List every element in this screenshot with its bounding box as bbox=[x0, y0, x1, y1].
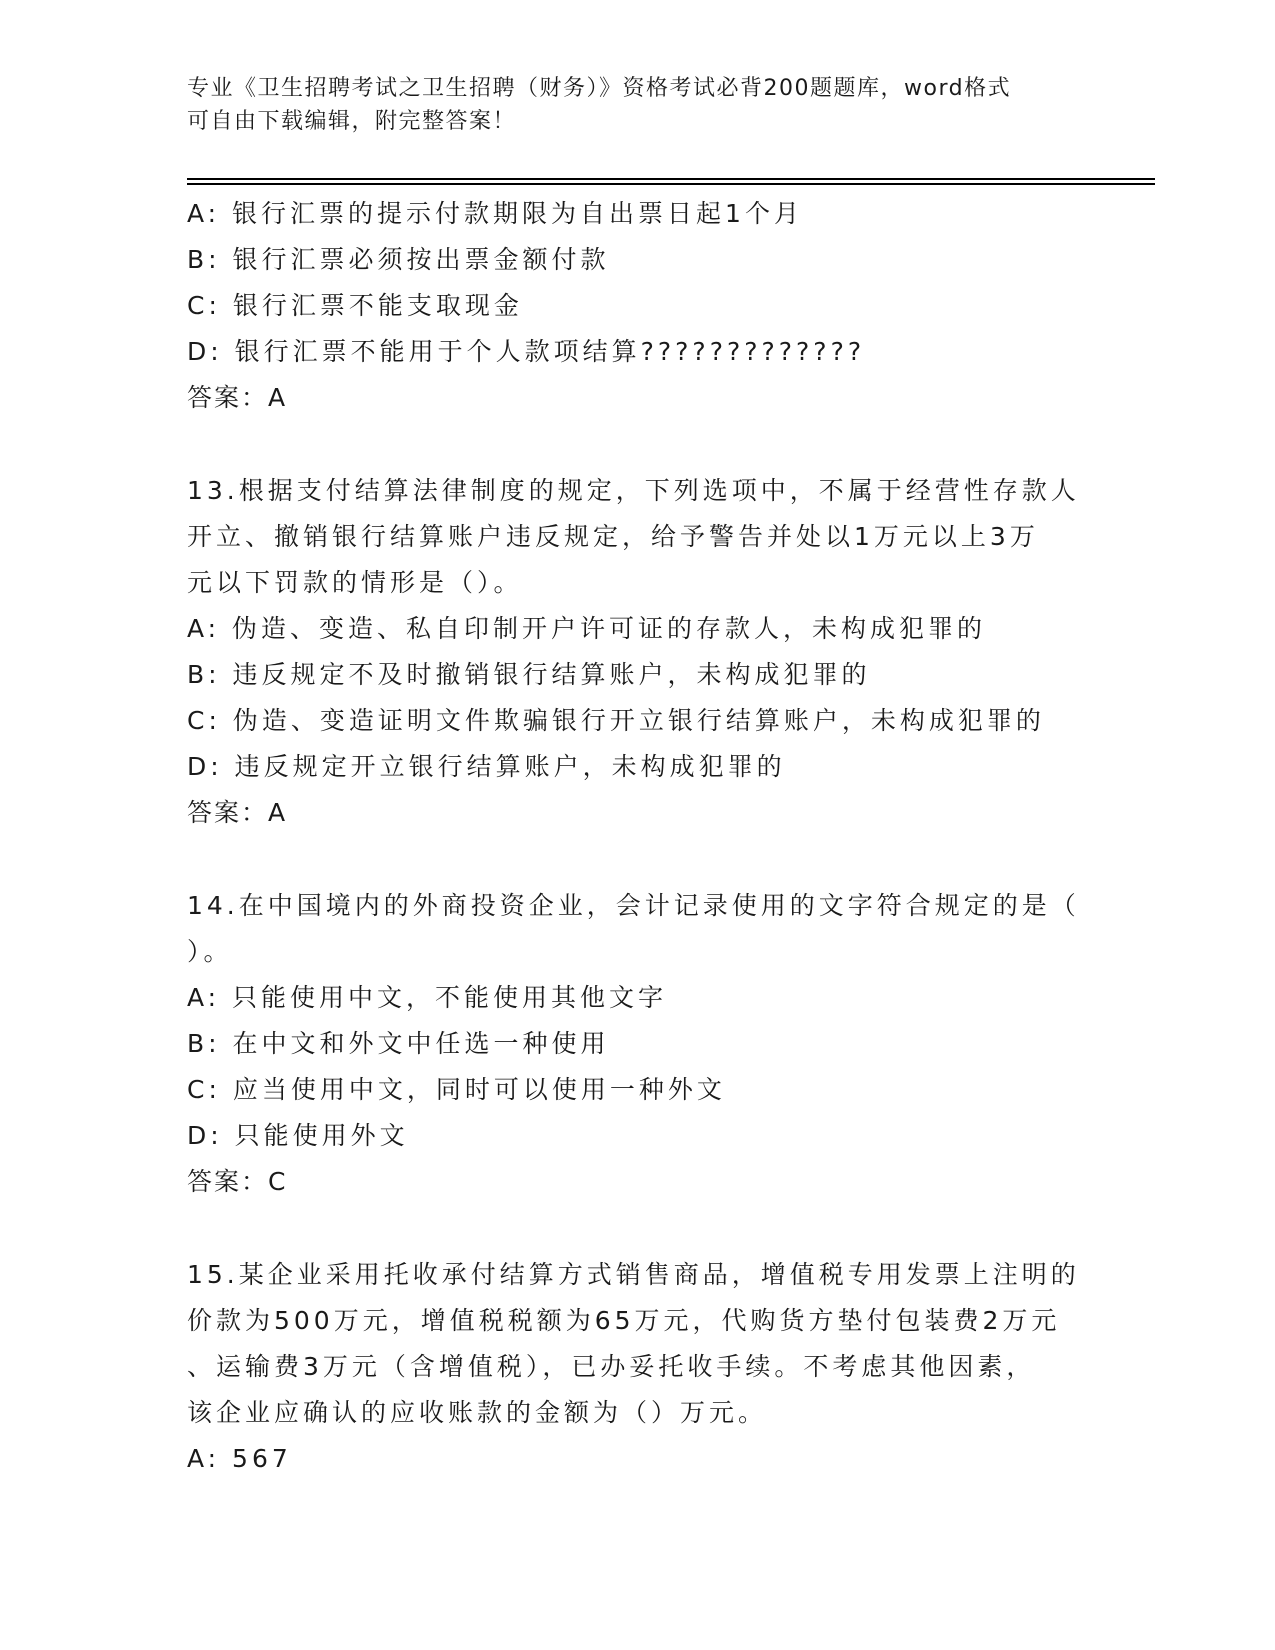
question-12 bbox=[187, 191, 1087, 421]
question-stem-line: ）。 bbox=[187, 937, 233, 966]
header-line-1: 专业《卫生招聘考试之卫生招聘（财务）》资格考试必背200题题库，word格式 bbox=[187, 76, 1012, 101]
spacer bbox=[187, 836, 1087, 883]
option-d: D: 违反规定开立银行结算账户，未构成犯罪的 bbox=[187, 752, 786, 781]
option-d: D: 银行汇票不能用于个人款项结算????????????? bbox=[187, 337, 866, 366]
question-15 bbox=[187, 1252, 1087, 1482]
question-stem-line: 开立、撤销银行结算账户违反规定，给予警告并处以1万元以上3万 bbox=[187, 522, 1039, 551]
answer: 答案：C bbox=[187, 1167, 288, 1196]
question-stem-line: 13.根据支付结算法律制度的规定，下列选项中，不属于经营性存款人 bbox=[187, 476, 1080, 505]
question-stem-line: 元以下罚款的情形是（）。 bbox=[187, 568, 523, 597]
option-a: A: 只能使用中文，不能使用其他文字 bbox=[187, 983, 668, 1012]
spacer bbox=[187, 1205, 1087, 1252]
question-stem-line: 该企业应确认的应收账款的金额为（）万元。 bbox=[187, 1398, 768, 1427]
option-a: A: 银行汇票的提示付款期限为自出票日起1个月 bbox=[187, 199, 803, 228]
document-body bbox=[187, 191, 1087, 1482]
option-b: B: 银行汇票必须按出票金额付款 bbox=[187, 245, 610, 274]
question-stem-line: 、运输费3万元（含增值税），已办妥托收手续。不考虑其他因素， bbox=[187, 1352, 1036, 1381]
option-a: A: 伪造、变造、私自印制开户许可证的存款人，未构成犯罪的 bbox=[187, 614, 987, 643]
header-divider-top bbox=[187, 178, 1155, 180]
option-c: C: 银行汇票不能支取现金 bbox=[187, 291, 523, 320]
header-divider-bottom bbox=[187, 183, 1155, 185]
spacer bbox=[187, 421, 1087, 468]
question-stem-line: 14.在中国境内的外商投资企业，会计记录使用的文字符合规定的是（ bbox=[187, 891, 1080, 920]
question-13 bbox=[187, 468, 1087, 836]
option-b: B: 在中文和外文中任选一种使用 bbox=[187, 1029, 610, 1058]
option-c: C: 伪造、变造证明文件欺骗银行开立银行结算账户，未构成犯罪的 bbox=[187, 706, 1045, 735]
option-d: D: 只能使用外文 bbox=[187, 1121, 409, 1150]
question-stem-line: 15.某企业采用托收承付结算方式销售商品，增值税专用发票上注明的 bbox=[187, 1260, 1080, 1289]
document-header bbox=[187, 72, 1067, 138]
question-14 bbox=[187, 883, 1087, 1205]
option-a: A: 567 bbox=[187, 1444, 292, 1473]
answer: 答案：A bbox=[187, 383, 288, 412]
question-stem-line: 价款为500万元，增值税税额为65万元，代购货方垫付包装费2万元 bbox=[187, 1306, 1061, 1335]
option-b: B: 违反规定不及时撤销银行结算账户，未构成犯罪的 bbox=[187, 660, 871, 689]
option-c: C: 应当使用中文，同时可以使用一种外文 bbox=[187, 1075, 726, 1104]
answer: 答案：A bbox=[187, 798, 288, 827]
header-line-2: 可自由下载编辑，附完整答案！ bbox=[187, 109, 517, 134]
